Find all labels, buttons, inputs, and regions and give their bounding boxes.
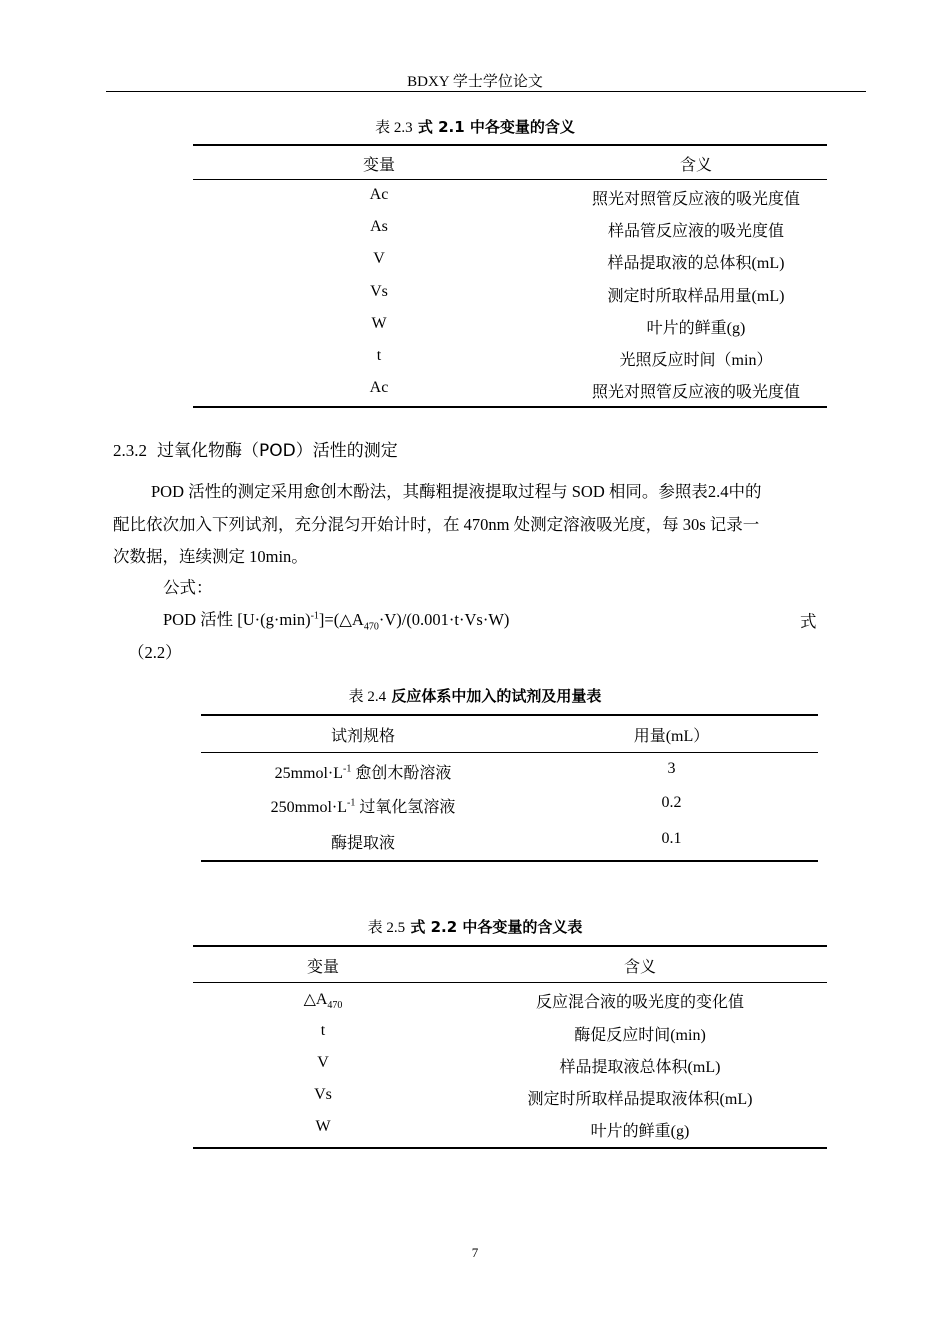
- table-2-3-row-meaning: 照光对照管反应液的吸光度值: [591, 191, 800, 208]
- table-2-4-row-amount: 0.2: [661, 794, 682, 811]
- reagent-exponent: -1: [347, 797, 356, 809]
- table-2-3-header-var: 变量: [362, 157, 395, 174]
- table-2-5-top-rule: [193, 945, 827, 947]
- table-2-4-caption: [0, 685, 950, 706]
- table-2-5-header-var: 变量: [306, 959, 339, 976]
- table-2-3-row-var: t: [376, 347, 382, 364]
- formula-mid: ]=(△A: [318, 610, 364, 629]
- table-2-4-bottom-rule: [201, 860, 818, 862]
- table-2-3-row-meaning: 叶片的鲜重(g): [646, 320, 746, 337]
- formula-lhs: POD 活性 [U·(g·min): [163, 610, 311, 629]
- table-2-3-header-meaning: 含义: [679, 157, 712, 174]
- reagent-concentration: 25mmol·L: [274, 765, 344, 782]
- table-2-4-row-amount: 3: [667, 760, 676, 777]
- reagent-exponent: -1: [343, 763, 352, 775]
- table-2-5-bottom-rule: [193, 1147, 827, 1149]
- table-2-4-row-reagent: [201, 830, 525, 853]
- table-2-4-header-rule: [201, 752, 818, 753]
- formula-tag-part1: 式: [800, 612, 817, 631]
- table-2-4-caption-number: 表 2.4: [348, 689, 387, 705]
- table-2-3-row-var: Ac: [369, 379, 389, 396]
- table-2-5-header-rule: [193, 982, 827, 983]
- running-header: BDXY 学士学位论文: [407, 74, 543, 90]
- table-2-5-row-meaning: 酶促反应时间(min): [574, 1027, 706, 1044]
- paragraph-line: POD 活性的测定采用愈创木酚法，其酶粗提液提取过程与 SOD 相同。参照表2.4中的: [151, 482, 762, 501]
- table-2-4-row-amount: 0.1: [661, 830, 682, 847]
- reagent-concentration: 250mmol·L: [270, 799, 348, 816]
- formula-2-2: [163, 606, 509, 632]
- table-2-3-bottom-rule: [193, 406, 827, 408]
- table-2-4-header-amount: 用量(mL）: [633, 728, 710, 745]
- formula-subscript: 470: [363, 621, 379, 633]
- table-2-5-row-var: V: [317, 1054, 329, 1071]
- table-2-5-row-meaning: 样品提取液总体积(mL): [559, 1059, 721, 1076]
- reagent-name: 过氧化氢溶液: [355, 799, 456, 816]
- table-2-3-row-meaning: 样品提取液的总体积(mL): [607, 255, 785, 272]
- table-2-5-row-meaning: 反应混合液的吸光度的变化值: [535, 994, 744, 1011]
- table-2-5-row-var: t: [320, 1022, 326, 1039]
- formula-rhs: ·V)/(0.001·t·Vs·W): [378, 610, 510, 629]
- table-2-3-caption: [0, 116, 950, 137]
- formula-label: 公式：: [163, 578, 213, 597]
- table-2-4-top-rule: [201, 714, 818, 716]
- table-2-3-row-meaning: 光照反应时间（min）: [619, 352, 773, 369]
- table-2-3-row-var: As: [370, 218, 388, 235]
- table-2-5-header-meaning: 含义: [623, 959, 656, 976]
- table-2-3-top-rule: [193, 144, 827, 146]
- table-2-3-row-meaning: 样品管反应液的吸光度值: [607, 223, 784, 240]
- table-2-3-row-var: Ac: [369, 186, 389, 203]
- table-2-5-caption-number: 表 2.5: [367, 920, 406, 936]
- table-2-3-row-var: V: [373, 250, 385, 267]
- table-2-3-row-meaning: 照光对照管反应液的吸光度值: [591, 384, 800, 401]
- table-2-4-row-reagent: [201, 794, 525, 817]
- section-title: 过氧化物酶（POD）活性的测定: [157, 441, 398, 461]
- header-rule: [106, 91, 866, 92]
- section-heading: [113, 436, 398, 461]
- table-2-3-header-rule: [193, 179, 827, 180]
- table-2-5-row-var: Vs: [314, 1086, 332, 1103]
- delta-a-symbol: △A: [303, 991, 328, 1008]
- table-2-3-caption-number: 表 2.3: [375, 120, 413, 136]
- table-2-5-caption-text: 式 2.2 中各变量的含义表: [410, 918, 583, 936]
- body-paragraph: [113, 478, 865, 578]
- table-2-5-caption: [0, 916, 950, 937]
- table-2-5-row-meaning: 叶片的鲜重(g): [590, 1123, 690, 1140]
- table-2-5-row-var: [193, 989, 453, 1011]
- table-2-3-row-var: Vs: [370, 283, 388, 300]
- table-2-4-header-reagent: 试剂规格: [330, 728, 395, 745]
- table-2-4-caption-text: 反应体系中加入的试剂及用量表: [391, 687, 602, 705]
- table-2-4-row-reagent: [201, 760, 525, 783]
- page-number: 7: [471, 1245, 479, 1260]
- paragraph-line: 配比依次加入下列试剂，充分混匀开始计时，在 470nm 处测定溶液吸光度，每 30s 记录一: [113, 515, 760, 534]
- wavelength-subscript: 470: [327, 1000, 343, 1012]
- section-number: 2.3.2: [113, 441, 147, 460]
- table-2-5-row-meaning: 测定时所取样品提取液体积(mL): [527, 1091, 753, 1108]
- reagent-name: 酶提取液: [330, 835, 395, 852]
- paragraph-line: 次数据，连续测定 10min。: [113, 547, 308, 566]
- table-2-3-caption-text: 式 2.1 中各变量的含义: [417, 118, 575, 136]
- table-2-3-row-var: W: [371, 315, 387, 332]
- formula-tag-part2: （2.2）: [128, 643, 182, 662]
- table-2-5-row-var: W: [315, 1118, 331, 1135]
- reagent-name: 愈创木酚溶液: [351, 765, 452, 782]
- formula-exponent: -1: [310, 610, 319, 622]
- table-2-3-row-meaning: 测定时所取样品用量(mL): [607, 288, 785, 305]
